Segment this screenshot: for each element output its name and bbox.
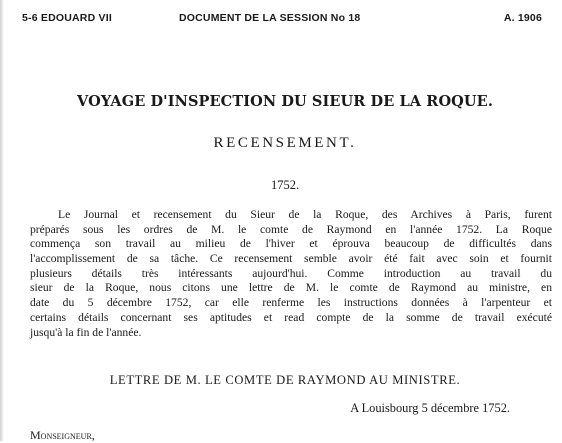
letter-dateline: A Louisbourg 5 décembre 1752. bbox=[350, 401, 510, 415]
document-title: VOYAGE D'INSPECTION DU SIEUR DE LA ROQUE. bbox=[77, 93, 493, 110]
paragraph-line: préparés sous les ordres de M. le comte de Raymond en l'année 1752. La Roque bbox=[30, 222, 552, 236]
header-left: 5-6 EDOUARD VII bbox=[22, 12, 112, 24]
paragraph-line: Le Journal et recensement du Sieur de la Roque, des Archives à Paris, furent bbox=[58, 208, 552, 221]
letter-heading: LETTRE DE M. LE COMTE DE RAYMOND AU MINISTRE. bbox=[109, 373, 461, 387]
paragraph-line: plusieurs détails très intéressants aujourd'hui. Comme introduction au travail du bbox=[30, 266, 552, 280]
letter-salutation: Monseigneur, bbox=[30, 428, 95, 442]
paragraph-line: date du 5 décembre 1752, car elle renferme les instructions données à l'arpenteur et bbox=[30, 296, 552, 310]
document-year: 1752. bbox=[270, 178, 300, 192]
paragraph-line: commença son travail au milieu de l'hiver et éprouva beaucoup de difficultés dans bbox=[30, 237, 552, 251]
intro-paragraph bbox=[30, 208, 552, 340]
running-header bbox=[22, 12, 542, 26]
paragraph-line: sieur de la Roque, nous citons une lettre de M. le comte de Raymond au ministre, en bbox=[30, 281, 552, 295]
paragraph-line: jusqu'à la fin de l'année. bbox=[30, 325, 142, 339]
document-subtitle: RECENSEMENT. bbox=[213, 135, 357, 151]
header-center: DOCUMENT DE LA SESSION No 18 bbox=[179, 12, 361, 24]
paragraph-line: certains détails concernant ses aptitudes et read compte de la somme de travail exécuté bbox=[30, 310, 552, 324]
scan-edge bbox=[0, 0, 4, 441]
paragraph-line: l'accomplissement de sa tâche. Ce recensement semble avoir été fait avec soin et fournit bbox=[30, 252, 552, 266]
header-right: A. 1906 bbox=[503, 12, 542, 24]
